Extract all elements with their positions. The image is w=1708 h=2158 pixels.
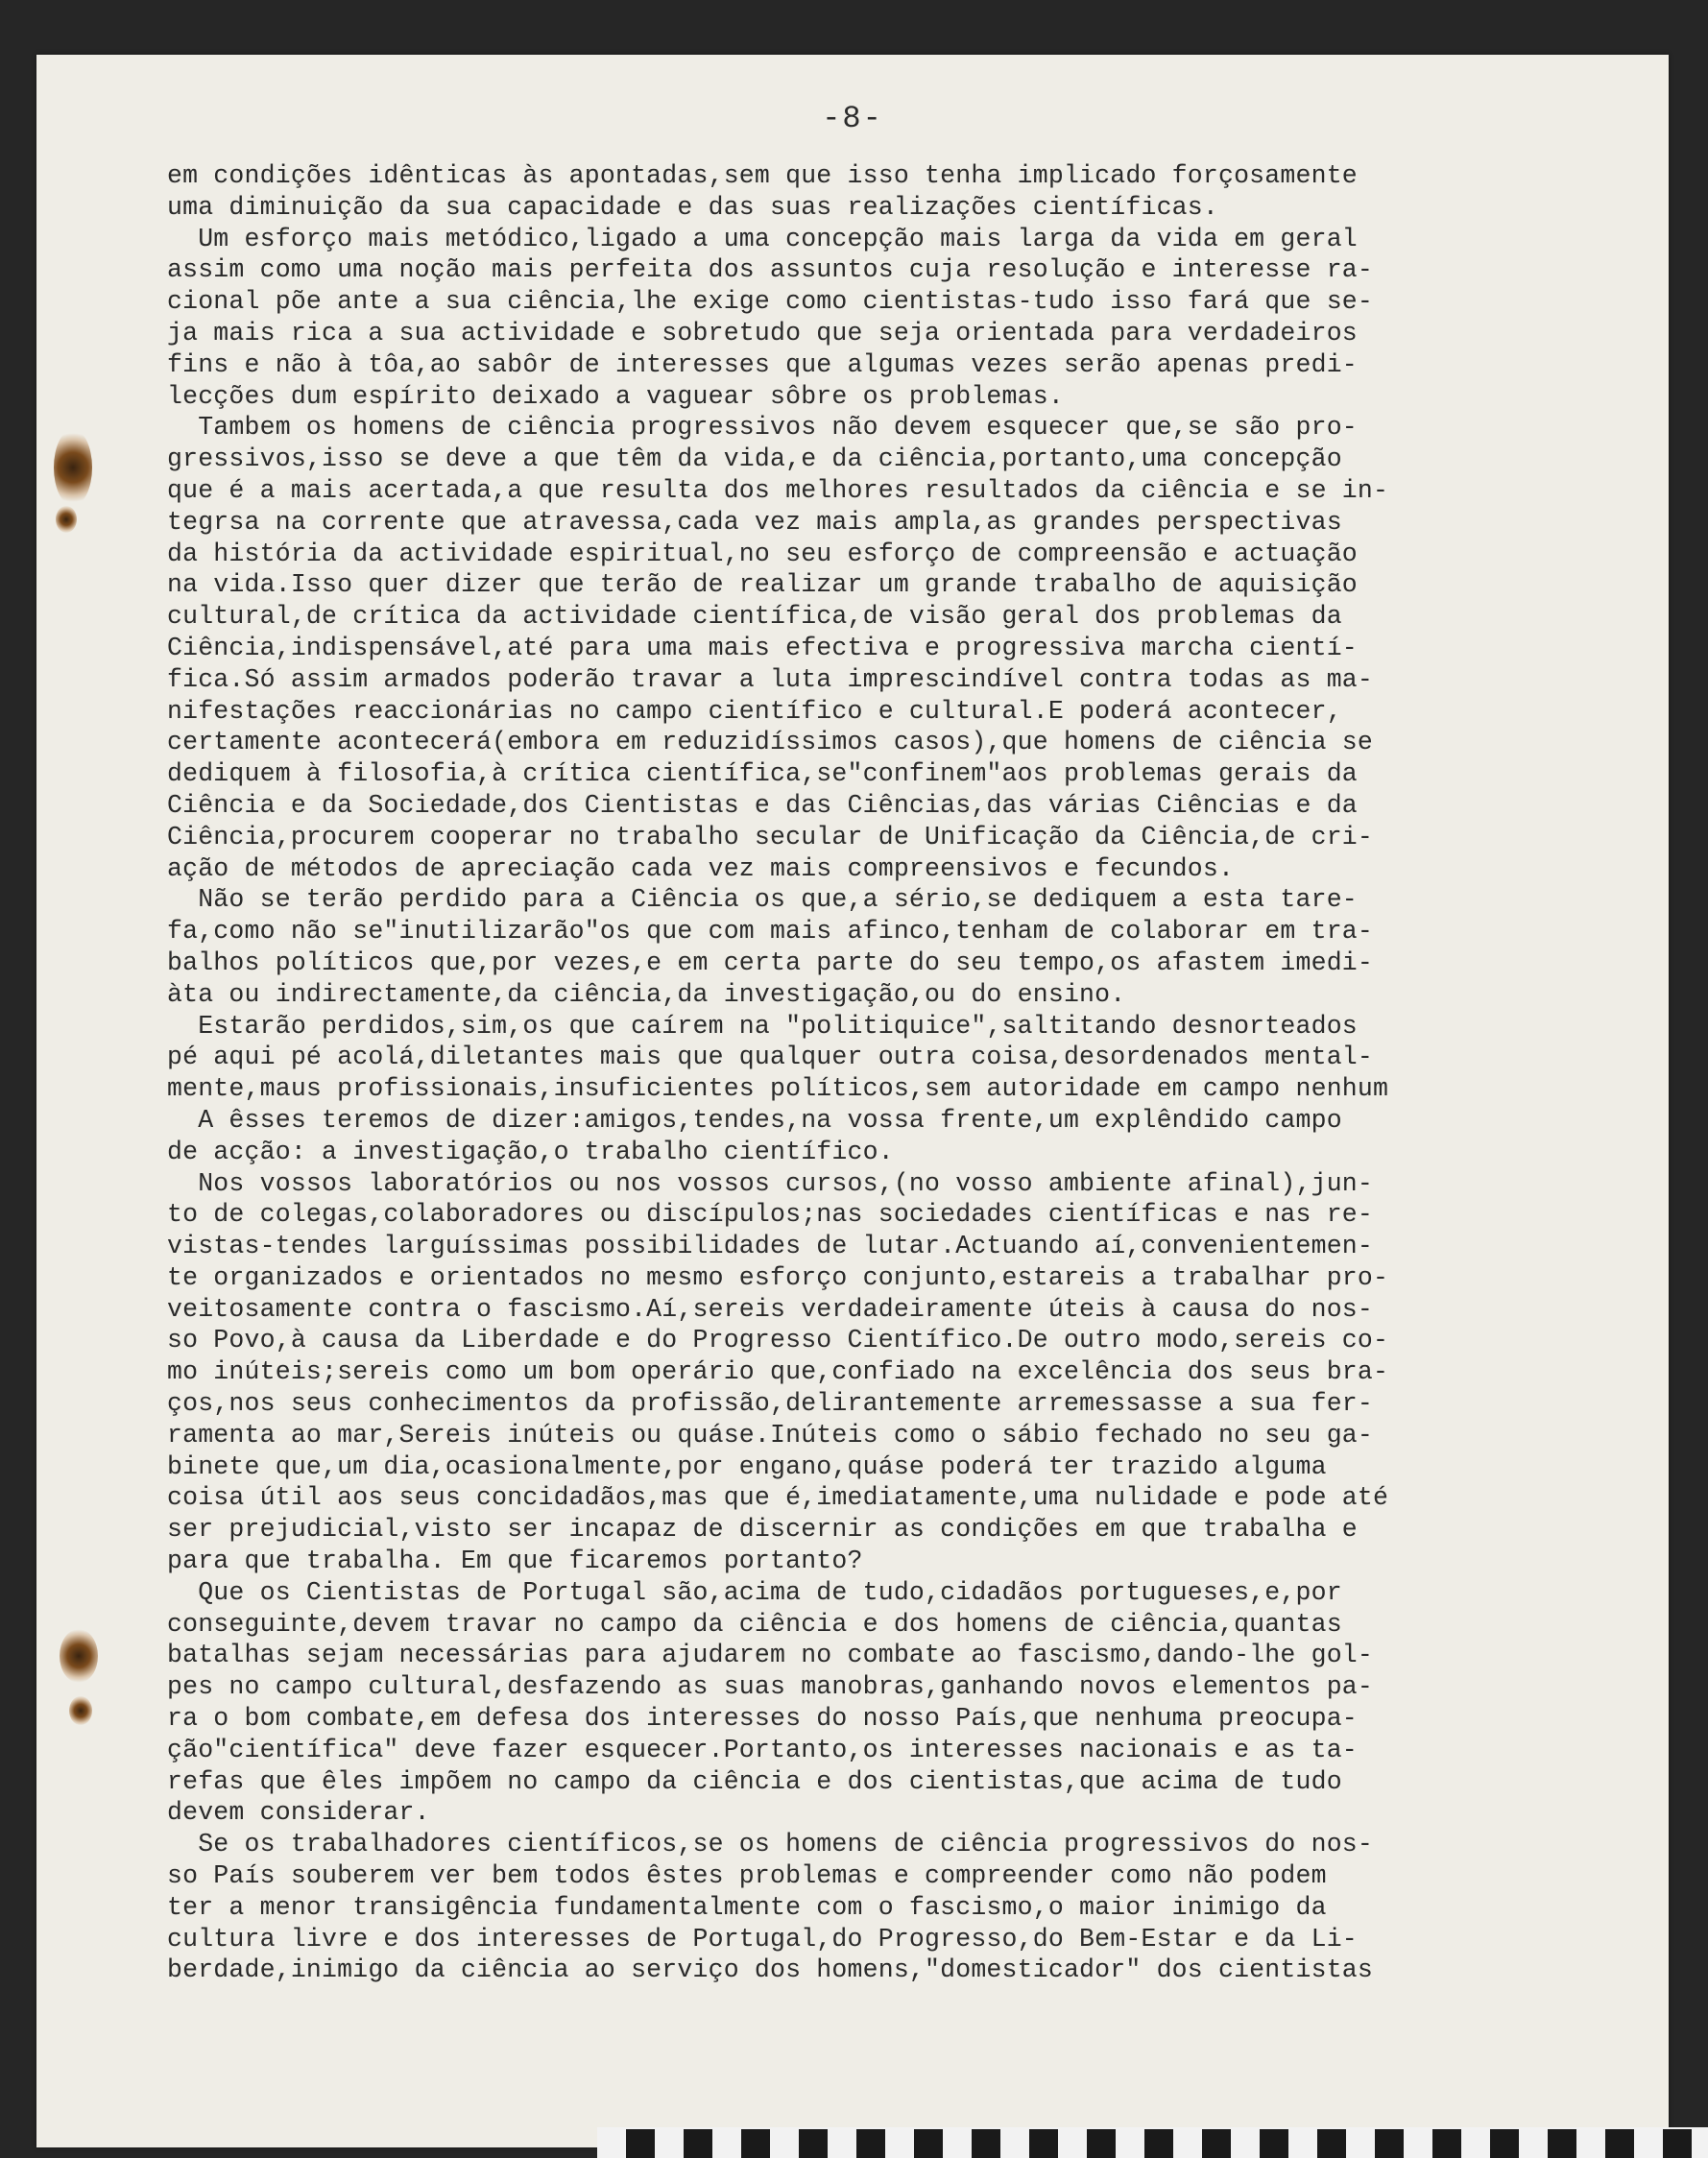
text-line: te organizados e orientados no mesmo esforço conjunto,estareis a trabalhar pro- — [167, 1262, 1389, 1292]
text-line: conseguinte,devem travar no campo da ciência e dos homens de ciência,quantas — [167, 1609, 1342, 1639]
text-line: da história da actividade espiritual,no seu esforço de compreensão e actuação — [167, 539, 1358, 568]
text-line: fica.Só assim armados poderão travar a luta imprescindível contra todas as ma- — [167, 664, 1374, 694]
text-line: Estarão perdidos,sim,os que caírem na "politiquice",saltitando desnorteados — [167, 1011, 1358, 1041]
text-line: devem considerar. — [167, 1798, 430, 1828]
text-line: Tambem os homens de ciência progressivos não devem esquecer que,se são pro- — [167, 413, 1358, 443]
text-line: balhos políticos que,por vezes,e em certa parte do seu tempo,os afastem imedi- — [167, 947, 1374, 977]
document-page — [36, 55, 1669, 2147]
text-line: nifestações reaccionárias no campo científico e cultural.E poderá acontecer, — [167, 696, 1342, 726]
text-line: mo inúteis;sereis como um bom operário que,confiado na excelência dos seus bra- — [167, 1357, 1389, 1387]
text-line: tegrsa na corrente que atravessa,cada vez mais ampla,as grandes perspectivas — [167, 507, 1342, 537]
text-line: lecções dum espírito deixado a vaguear sôbre os problemas. — [167, 381, 1064, 411]
text-line: fins e não à tôa,ao sabôr de interesses que algumas vezes serão apenas predi- — [167, 349, 1358, 379]
text-line: coisa útil aos seus concidadãos,mas que é,imediatamente,uma nulidade e pode até — [167, 1483, 1389, 1513]
text-line: Que os Cientistas de Portugal são,acima de tudo,cidadãos portugueses,e,por — [167, 1577, 1342, 1607]
text-line: ja mais rica a sua actividade e sobretudo que seja orientada para verdadeiros — [167, 318, 1358, 348]
text-line: so Povo,à causa da Liberdade e do Progresso Científico.De outro modo,sereis co- — [167, 1326, 1389, 1355]
text-line: cional põe ante a sua ciência,lhe exige como cientistas-tudo isso fará que se- — [167, 287, 1374, 317]
text-line: to de colegas,colaboradores ou discípulos;nas sociedades científicas e nas re- — [167, 1200, 1374, 1230]
text-line: ser prejudicial,visto ser incapaz de discernir as condições em que trabalha e — [167, 1515, 1358, 1545]
text-line: pes no campo cultural,desfazendo as suas manobras,ganhando novos elementos pa- — [167, 1672, 1374, 1702]
text-line: Não se terão perdido para a Ciência os que,a sério,se dediquem a esta tare- — [167, 885, 1358, 915]
text-line: binete que,um dia,ocasionalmente,por engano,quáse poderá ter trazido alguma — [167, 1451, 1327, 1481]
text-line: Nos vossos laboratórios ou nos vossos cursos,(no vosso ambiente afinal),jun- — [167, 1168, 1374, 1198]
text-line: de acção: a investigação,o trabalho científico. — [167, 1137, 894, 1166]
text-line: Ciência,procurem cooperar no trabalho secular de Unificação da Ciência,de cri- — [167, 822, 1374, 851]
text-line: ra o bom combate,em defesa dos interesses do nosso País,que nenhuma preocupa- — [167, 1704, 1358, 1734]
scale-ruler — [597, 2127, 1708, 2158]
text-line: veitosamente contra o fascismo.Aí,sereis verdadeiramente úteis à causa do nos- — [167, 1294, 1374, 1324]
text-line: refas que êles impõem no campo da ciência e dos cientistas,que acima de tudo — [167, 1766, 1342, 1796]
text-line: Ciência e da Sociedade,dos Cientistas e das Ciências,das várias Ciências e da — [167, 790, 1358, 820]
text-line: para que trabalha. Em que ficaremos portanto? — [167, 1547, 863, 1576]
text-line: pé aqui pé acolá,diletantes mais que qualquer outra coisa,desordenados mental- — [167, 1043, 1374, 1072]
page-number: -8- — [822, 101, 883, 136]
text-line: ços,nos seus conhecimentos da profissão,delirantemente arremessasse a sua fer- — [167, 1389, 1374, 1419]
text-line: dediquem à filosofia,à crítica científica,se"confinem"aos problemas gerais da — [167, 759, 1358, 789]
text-line: àta ou indirectamente,da ciência,da investigação,ou do ensino. — [167, 979, 1126, 1009]
text-line: ação de métodos de apreciação cada vez mais compreensivos e fecundos. — [167, 853, 1235, 883]
text-line: assim como uma noção mais perfeita dos assuntos cuja resolução e interesse ra- — [167, 255, 1374, 285]
text-line: certamente acontecerá(embora em reduzidíssimos casos),que homens de ciência se — [167, 728, 1374, 757]
rust-stain-bottom — [60, 1629, 98, 1683]
rust-stain-bottom-small — [69, 1696, 92, 1725]
text-line: em condições idênticas às apontadas,sem que isso tenha implicado forçosamente — [167, 161, 1358, 190]
rust-stain-top — [54, 429, 92, 506]
text-line: berdade,inimigo da ciência ao serviço dos homens,"domesticador" dos cientistas — [167, 1955, 1374, 1985]
text-line: Um esforço mais metódico,ligado a uma concepção mais larga da vida em geral — [167, 224, 1358, 253]
text-line: cultural,de crítica da actividade científica,de visão geral dos problemas da — [167, 602, 1342, 632]
text-line: ção"científica" deve fazer esquecer.Portanto,os interesses nacionais e as ta- — [167, 1735, 1358, 1764]
text-line: uma diminuição da sua capacidade e das suas realizações científicas. — [167, 192, 1218, 222]
text-line: ter a menor transigência fundamentalmente com o fascismo,o maior inimigo da — [167, 1892, 1327, 1922]
text-line: fa,como não se"inutilizarão"os que com mais afinco,tenham de colaborar em tra- — [167, 917, 1374, 947]
text-line: mente,maus profissionais,insuficientes políticos,sem autoridade em campo nenhum — [167, 1074, 1389, 1104]
text-line: Se os trabalhadores científicos,se os homens de ciência progressivos do nos- — [167, 1830, 1374, 1859]
text-line: A êsses teremos de dizer:amigos,tendes,na vossa frente,um explêndido campo — [167, 1105, 1342, 1135]
text-line: na vida.Isso quer dizer que terão de realizar um grande trabalho de aquisição — [167, 570, 1358, 600]
typewritten-text — [167, 160, 1665, 1986]
text-line: Ciência,indispensável,até para uma mais efectiva e progressiva marcha cientí- — [167, 633, 1358, 662]
text-line: cultura livre e dos interesses de Portugal,do Progresso,do Bem-Estar e da Li- — [167, 1924, 1358, 1954]
rust-stain-top-small — [56, 506, 77, 533]
text-line: so País souberem ver bem todos êstes problemas e compreender como não podem — [167, 1861, 1327, 1891]
text-line: vistas-tendes larguíssimas possibilidades de lutar.Actuando aí,convenientemen- — [167, 1232, 1374, 1261]
text-line: batalhas sejam necessárias para ajudarem no combate ao fascismo,dando-lhe gol- — [167, 1641, 1374, 1670]
text-line: gressivos,isso se deve a que têm da vida,e da ciência,portanto,uma concepção — [167, 444, 1342, 474]
text-line: que é a mais acertada,a que resulta dos melhores resultados da ciência e se in- — [167, 475, 1389, 505]
text-line: ramenta ao mar,Sereis inúteis ou quáse.Inúteis como o sábio fechado no seu ga- — [167, 1420, 1374, 1450]
